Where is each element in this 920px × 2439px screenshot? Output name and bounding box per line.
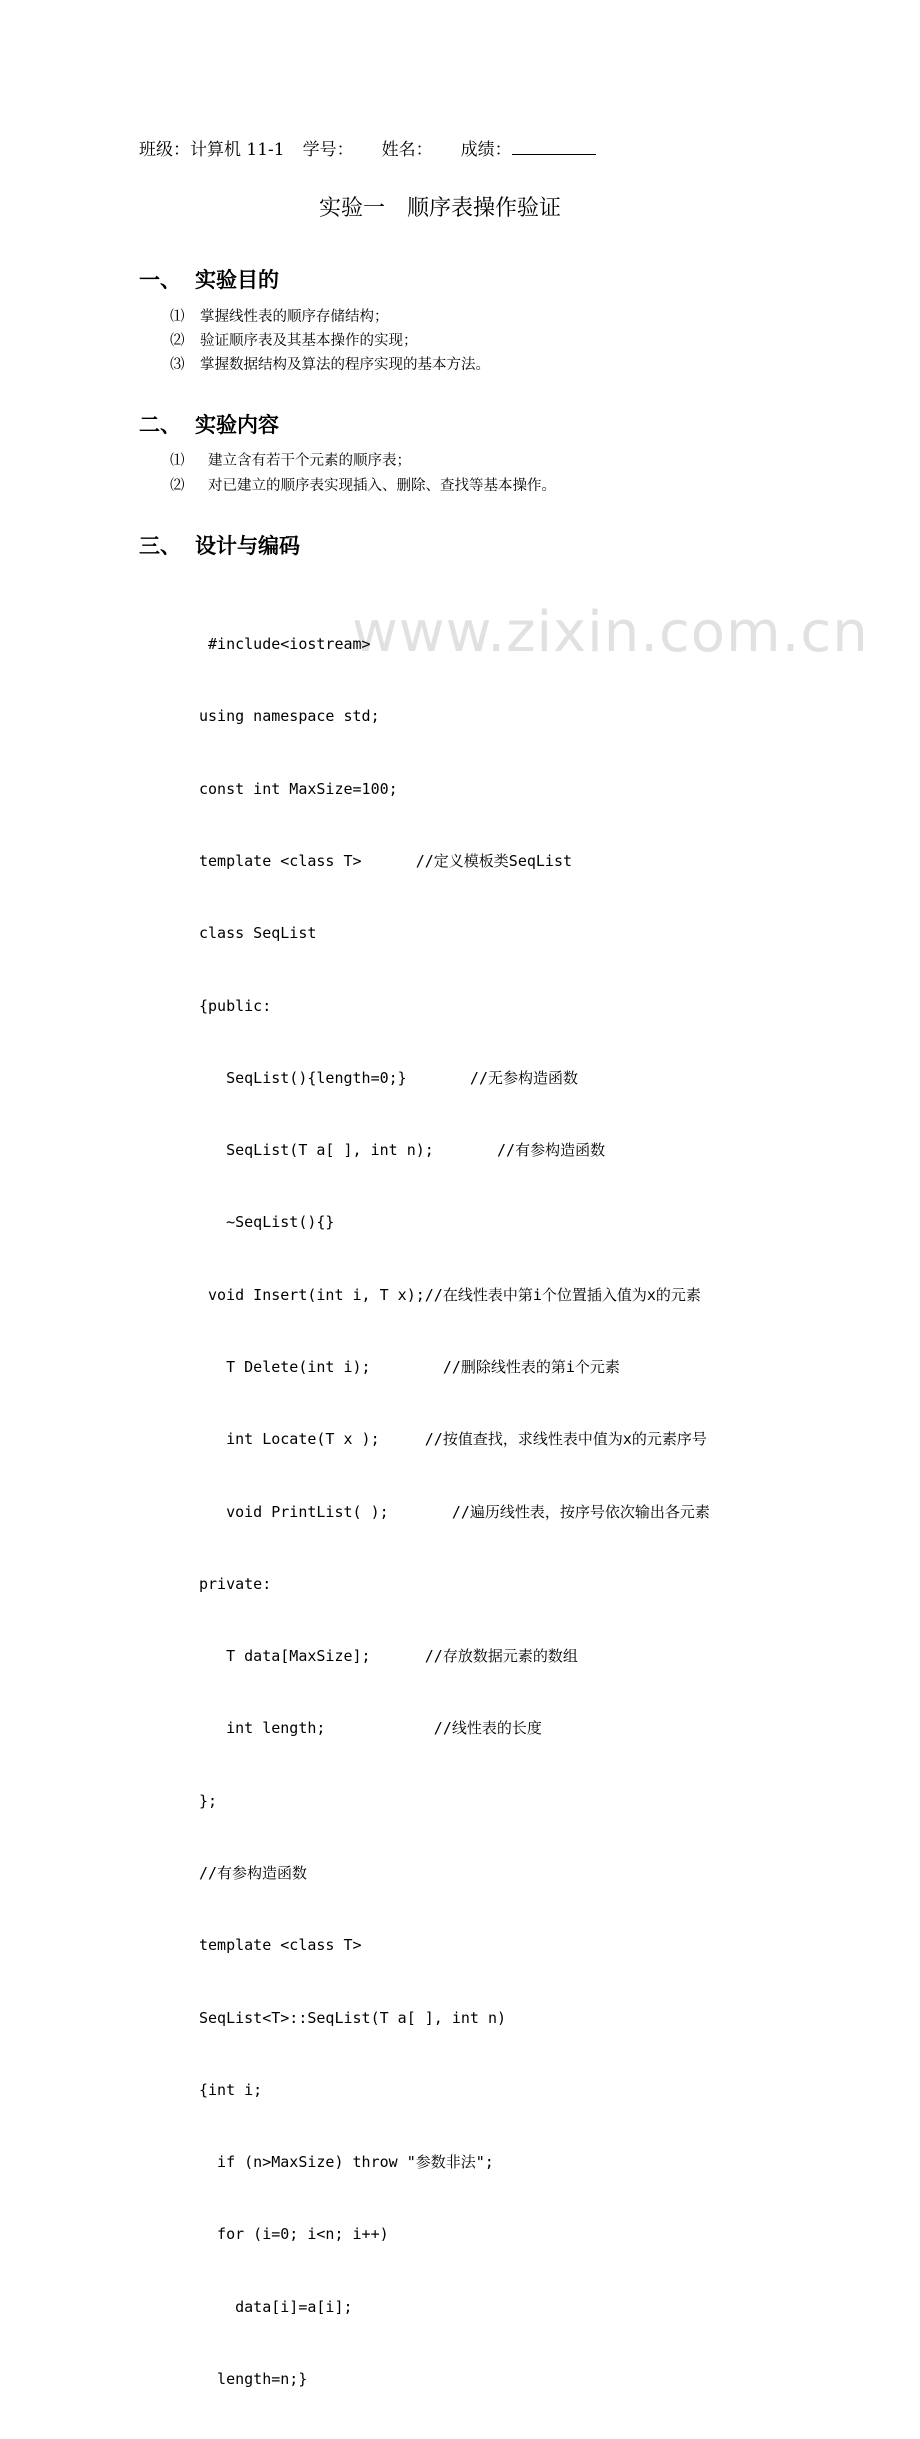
document-title: 实验一 顺序表操作验证 xyxy=(318,196,561,221)
grade-label: 成绩： xyxy=(460,140,512,160)
list-item: ⑶ 掌握数据结构及算法的程序实现的基本方法。 xyxy=(170,357,490,373)
code-line: T data[MaxSize]; //存放数据元素的数组 xyxy=(199,1647,578,1666)
class-label: 班级：计算机 11-1 xyxy=(139,140,285,160)
section-title: 设计与编码 xyxy=(195,534,300,558)
code-line: class SeqList xyxy=(199,924,317,943)
code-line: private: xyxy=(199,1574,272,1593)
code-line: if (n>MaxSize) throw "参数非法"; xyxy=(199,2153,494,2172)
code-line: void PrintList( ); //遍历线性表，按序号依次输出各元素 xyxy=(199,1502,710,1521)
section-title: 实验目的 xyxy=(195,268,279,292)
watermark: www.zixin.com.cn xyxy=(352,600,869,665)
code-line: const int MaxSize=100; xyxy=(199,779,398,798)
list-item: ⑵ 验证顺序表及其基本操作的实现； xyxy=(170,333,418,349)
code-line: template <class T> //定义模板类SeqList xyxy=(199,852,573,871)
section-title: 实验内容 xyxy=(195,413,279,437)
code-line: ~SeqList(){} xyxy=(199,1213,335,1232)
section-heading-content xyxy=(139,411,279,439)
section-number: 三、 xyxy=(139,534,181,558)
list-item: ⑵ 对已建立的顺序表实现插入、删除、查找等基本操作。 xyxy=(170,478,556,494)
section-heading-design xyxy=(139,532,300,560)
code-listing xyxy=(199,584,710,2439)
list-item: ⑴ 建立含有若干个元素的顺序表； xyxy=(170,453,411,469)
code-line: {int i; xyxy=(199,2080,263,2099)
section-number: 一、 xyxy=(139,268,181,292)
grade-blank-line xyxy=(512,138,596,155)
code-line: void Insert(int i, T x);//在线性表中第i个位置插入值为x的元素 xyxy=(199,1285,701,1304)
code-line: SeqList(){length=0;} //无参构造函数 xyxy=(199,1068,578,1087)
code-line: SeqList(T a[ ], int n); //有参构造函数 xyxy=(199,1141,606,1160)
code-line: data[i]=a[i]; xyxy=(199,2297,353,2316)
code-line: using namespace std; xyxy=(199,707,380,726)
student-info-line xyxy=(139,138,596,161)
code-line: #include<iostream> xyxy=(199,635,371,654)
code-line: {public: xyxy=(199,996,272,1015)
code-line: length=n;} xyxy=(199,2369,308,2388)
section-heading-purpose xyxy=(139,266,279,294)
code-line: template <class T> xyxy=(199,1936,362,1955)
section-number: 二、 xyxy=(139,413,181,437)
code-line: int length; //线性表的长度 xyxy=(199,1719,542,1738)
code-line: int Locate(T x ); //按值查找，求线性表中值为x的元素序号 xyxy=(199,1430,707,1449)
list-item: ⑴ 掌握线性表的顺序存储结构； xyxy=(170,309,389,325)
code-line: }; xyxy=(199,1791,218,1810)
name-label: 姓名： xyxy=(381,140,433,160)
code-line: T Delete(int i); //删除线性表的第i个元素 xyxy=(199,1358,620,1376)
student-id-label: 学号： xyxy=(302,140,354,160)
code-line: //有参构造函数 xyxy=(199,1863,308,1882)
code-line: for (i=0; i<n; i++) xyxy=(199,2225,389,2244)
code-line: SeqList<T>::SeqList(T a[ ], int n) xyxy=(199,2008,507,2027)
